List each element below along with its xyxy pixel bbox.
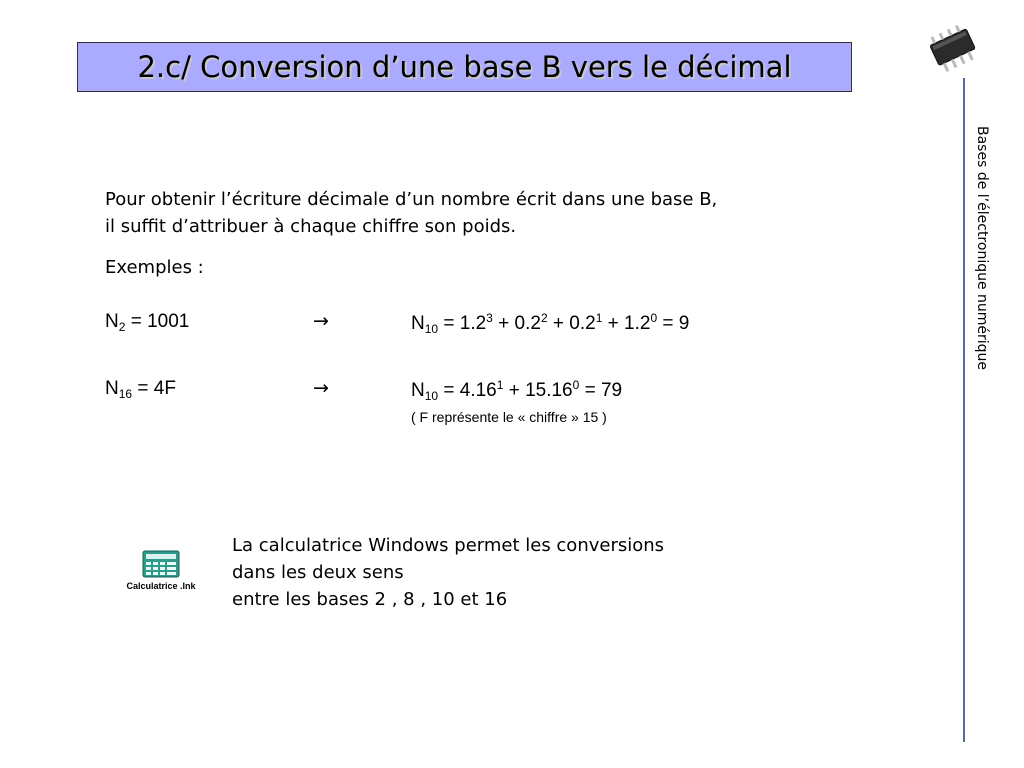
calculator-line-3: entre les bases 2 , 8 , 10 et 16 xyxy=(232,589,508,610)
example1-rhs-tail: = 9 xyxy=(657,313,690,334)
example1-rhs-n: N xyxy=(411,313,425,334)
example1-lhs-n: N xyxy=(105,311,119,332)
example2-rhs-base: 10 xyxy=(424,389,439,403)
side-label: Bases de l’électronique numérique xyxy=(974,126,990,371)
example1-rhs-p4: + 1.2 xyxy=(602,313,651,334)
example1-rhs-p2: + 0.2 xyxy=(492,313,541,334)
examples-label: Exemples : xyxy=(105,257,204,278)
example1-arrow: → xyxy=(313,310,329,332)
example2-rhs-tail: = 79 xyxy=(579,380,623,401)
example1-rhs-e2: 2 xyxy=(540,311,548,325)
example1-lhs-rest: = 1001 xyxy=(125,311,190,332)
example2-lhs-rest: = 4F xyxy=(132,378,176,399)
calculator-icon xyxy=(142,550,180,578)
example2-lhs-n: N xyxy=(105,378,119,399)
example1-rhs-p3: + 0.2 xyxy=(547,313,596,334)
calculator-description xyxy=(232,532,664,613)
example1-lhs xyxy=(105,311,189,334)
calculator-line-1: La calculatrice Windows permet les conversions xyxy=(232,535,665,556)
calculator-shortcut[interactable] xyxy=(116,550,206,591)
example2-rhs-p2: + 15.16 xyxy=(503,380,573,401)
example1-rhs xyxy=(411,311,689,336)
title-box xyxy=(77,42,852,92)
calculator-line-2: dans les deux sens xyxy=(232,562,404,583)
example2-rhs xyxy=(411,378,622,403)
example2-rhs-e2: 0 xyxy=(572,378,580,392)
intro-line-2: il suffit d’attribuer à chaque chiffre son poids. xyxy=(105,216,517,237)
example2-note: ( F représente le « chiffre » 15 ) xyxy=(411,409,607,425)
example1-rhs-p1: = 1.2 xyxy=(438,313,487,334)
chip-icon xyxy=(925,20,981,76)
example2-rhs-n: N xyxy=(411,380,425,401)
intro-line-1: Pour obtenir l’écriture décimale d’un nombre écrit dans une base B, xyxy=(105,189,718,210)
example1-lhs-base: 2 xyxy=(118,320,126,334)
example1-rhs-e4: 0 xyxy=(650,311,658,325)
calculator-caption: Calculatrice .lnk xyxy=(126,581,196,591)
example1-rhs-e3: 1 xyxy=(595,311,603,325)
example2-lhs-base: 16 xyxy=(118,387,133,401)
slide-title: 2.c/ Conversion d’une base B vers le décimal xyxy=(137,50,792,84)
example1-rhs-base: 10 xyxy=(424,322,439,336)
example1-rhs-e1: 3 xyxy=(486,311,493,325)
example2-rhs-p1: = 4.16 xyxy=(438,380,497,401)
example2-rhs-e1: 1 xyxy=(496,378,504,392)
example2-arrow: → xyxy=(313,377,329,399)
example2-lhs xyxy=(105,378,176,401)
intro-paragraph xyxy=(105,186,717,240)
side-divider xyxy=(963,78,965,742)
